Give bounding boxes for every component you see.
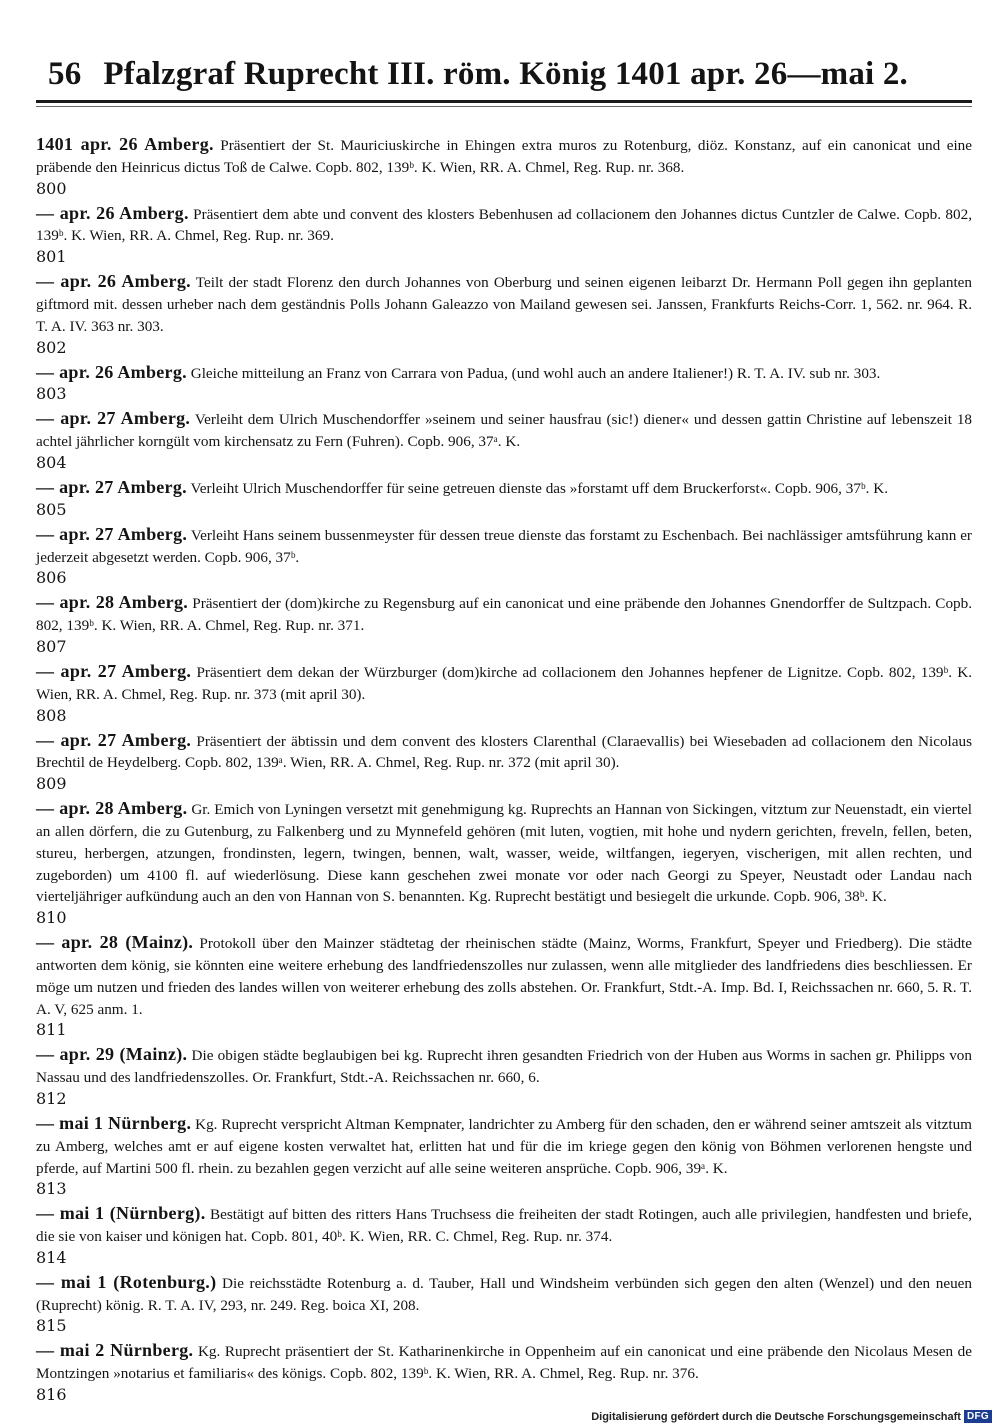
regest-entry: [36, 1044, 972, 1108]
entry-date-place: — apr. 26 Amberg.: [36, 361, 187, 382]
entry-text: Die reichsstädte Rotenburg a. d. Tauber, Hall und Windsheim verbünden sich gegen den alten (Wenzel) und den neuen (Ruprecht) könig. R. T. A. IV, 293, nr. 249. Reg. boica XI, 208.: [36, 1274, 973, 1314]
regest-entry: [36, 592, 972, 656]
regest-entry: [36, 1272, 972, 1336]
entry-date-place: 1401 apr. 26 Amberg.: [36, 134, 214, 154]
entry-date-place: — apr. 29 (Mainz).: [36, 1044, 188, 1065]
entry-date-place: — mai 1 Nürnberg.: [36, 1112, 192, 1133]
entry-text: Präsentiert dem abte und convent des klosters Bebenhusen ad collacionem den Johannes dictus Cuntzler de Calwe. Copb. 802, 139ᵇ. K. Wien, RR. A. Chmel, Reg. Rup. nr. 369.: [36, 205, 972, 245]
entry-number: 815: [36, 1316, 67, 1336]
entry-number: 809: [36, 774, 67, 794]
header-rule-thin: [36, 106, 972, 107]
regesta-list: [36, 134, 972, 1409]
regest-entry: [36, 1203, 972, 1267]
entry-text: Präsentiert der St. Mauriciuskirche in Ehingen extra muros zu Rotenburg, diöz. Konstanz, auf ein canonicat und eine präbende den Heinricus dictus Toß de Calwe. Copb. 802, 139ᵇ. K. Wien, RR. A. Chmel, Reg. Rup. nr. 368.: [36, 137, 972, 176]
regest-entry: [36, 798, 972, 927]
page-title: Pfalzgraf Ruprecht III. röm. König 1401 apr. 26—mai 2.: [103, 56, 909, 92]
entry-text: Präsentiert der äbtissin und dem convent des klosters Clarenthal (Claraevallis) bei Wiesebaden ad collacionem den Nicolaus Brechtil de Heydelberg. Copb. 802, 139ᵃ. Wien, RR. A. Chmel, Reg. Rup. nr. 372 (mit april 30).: [36, 732, 973, 772]
entry-date-place: — apr. 26 Amberg.: [36, 271, 191, 292]
regest-entry: [36, 1113, 972, 1198]
entry-text: Gr. Emich von Lyningen versetzt mit genehmigung kg. Ruprechts an Hannan von Sickingen, vitztum zur Neuenstadt, ein viertel an allen dörfern, die zu Gutenburg, zu Falkenberg und zu Mynnefeld gehören (mit luten, vogtien, mit hohe und nydern gerichten, freveln, fellen, beten, stureu, herbergen, atzungen, frondinsten, legern, twingen, bennen, walt, wasser, weide, wiltfangen, iegeryen, vischerigen, mit allen rechten, und zugeborden) um 4100 fl. auf wiederlösung. Diese kann geschehen zwei monate vor oder nach Georgi zu Speyer, Neustadt oder Landau nach vierteljähriger aufkündung auch an den von Hannan von S. benannten. Kg. Ruprecht bestätigt und besiegelt die urkunde. Copb. 906, 38ᵇ. K.: [36, 801, 973, 906]
entry-date-place: — apr. 27 Amberg.: [36, 408, 191, 429]
entry-date-place: — apr. 27 Amberg.: [36, 660, 192, 681]
regest-entry: [36, 203, 972, 267]
entry-number: 810: [36, 908, 67, 928]
regest-entry: [36, 271, 972, 356]
dfg-logo-icon: DFG: [964, 1410, 992, 1423]
regest-entry: [36, 661, 972, 725]
entry-number: 805: [36, 499, 67, 519]
regest-entry: [36, 1340, 972, 1404]
funding-note: Digitalisierung gefördert durch die Deutsche Forschungsgemeinschaft: [591, 1410, 961, 1423]
entry-number: 812: [36, 1088, 67, 1108]
entry-text: Verleiht Ulrich Muschendorffer für seine getreuen dienste das »forstamt uff dem Bruckerforst«. Copb. 906, 37ᵇ. K.: [190, 479, 888, 497]
entry-text: Kg. Ruprecht verspricht Altman Kempnater, landrichter zu Amberg für den schaden, den er während seiner amtszeit als vitztum zu Amberg, welches amt er auf eigene kosten verwaltet hat, erlitten hat und für die im kriege gegen den könig von Böhmen verlorenen hengste und pferde, auf Martini 500 fl. rhein. zu bezahlen gegen verzicht auf alle seine weiteren ansprüche. Copb. 906, 39ᵃ. K.: [36, 1115, 972, 1177]
entry-date-place: — apr. 27 Amberg.: [36, 476, 187, 497]
entry-date-place: — apr. 26 Amberg.: [36, 202, 189, 223]
regest-entry: [36, 524, 972, 588]
entry-text: Verleiht Hans seinem bussenmeyster für dessen treue dienste das forstamt zu Eschenbach. Bei nachlässiger amtsführung kann er jederzeit abgesetzt werden. Copb. 906, 37ᵇ.: [36, 526, 972, 566]
entry-date-place: — mai 2 Nürnberg.: [36, 1340, 194, 1361]
entry-date-place: — apr. 27 Amberg.: [36, 523, 188, 544]
entry-number: 814: [36, 1247, 67, 1267]
entry-text: Bestätigt auf bitten des ritters Hans Truchsess die freiheiten der stadt Rotingen, auch alle privilegien, handfesten und briefe, die sie von kaiser und königen hat. Copb. 801, 40ᵇ. K. Wien, RR. C. Chmel, Reg. Rup. nr. 374.: [36, 1206, 972, 1246]
page-number: 56: [48, 56, 82, 92]
entry-number: 808: [36, 705, 67, 725]
entry-text: Präsentiert dem dekan der Würzburger (dom)kirche ad collacionem den Johannes hepfener de Lignitze. Copb. 802, 139ᵇ. K. Wien, RR. A. Chmel, Reg. Rup. nr. 373 (mit april 30).: [36, 663, 973, 703]
entry-text: Präsentiert der (dom)kirche zu Regensburg auf ein canonicat und eine präbende den Johannes Gnendorffer de Sultzpach. Copb. 802, 139ᵇ. K. Wien, RR. A. Chmel, Reg. Rup. nr. 371.: [36, 595, 973, 635]
regest-entry: [36, 362, 972, 404]
entry-number: 803: [36, 384, 67, 404]
entry-number: 804: [36, 452, 67, 472]
entry-text: Gleiche mitteilung an Franz von Carrara von Padua, (und wohl auch an andere Italiener!) R. T. A. IV. sub nr. 303.: [190, 364, 881, 382]
entry-number: 801: [36, 247, 67, 267]
entry-date-place: — mai 1 (Rotenburg.): [36, 1271, 217, 1292]
entry-number: 807: [36, 636, 67, 656]
entry-number: 800: [36, 178, 67, 198]
entry-number: 811: [36, 1020, 67, 1040]
page-header: [48, 56, 958, 93]
regest-entry: [36, 134, 972, 198]
entry-text: Teilt der stadt Florenz den durch Johannes von Oberburg und seinen eigenen leibarzt Dr. Hermann Poll gegen ihn geplanten giftmord mit. dessen urheber nach dem geständnis Polls Johann Galeazzo von Mailand gewesen sei. Janssen, Frankfurts Reichs-Corr. 1, 562. nr. 964. R. T. A. IV. 363 nr. 303.: [36, 274, 972, 335]
regest-entry: [36, 932, 972, 1039]
regest-entry: [36, 477, 972, 519]
entry-number: 802: [36, 337, 67, 357]
entry-date-place: — apr. 28 (Mainz).: [36, 932, 194, 953]
entry-date-place: — apr. 28 Amberg.: [36, 798, 188, 819]
entry-number: 813: [36, 1179, 67, 1199]
footer-credit: [591, 1410, 992, 1423]
entry-date-place: — mai 1 (Nürnberg).: [36, 1203, 206, 1224]
entry-text: Die obigen städte beglaubigen bei kg. Ruprecht ihren gesandten Friedrich von der Huben aus Worms in sachen gr. Philipps von Nassau und des landfriedenszolles. Or. Frankfurt, Stdt.-A. Reichssachen nr. 660, 6.: [36, 1047, 972, 1087]
entry-date-place: — apr. 27 Amberg.: [36, 729, 192, 750]
entry-number: 816: [36, 1385, 67, 1405]
header-rule-thick: [36, 100, 972, 103]
entry-number: 806: [36, 568, 67, 588]
regest-entry: [36, 408, 972, 472]
entry-text: Protokoll über den Mainzer städtetag der rheinischen städte (Mainz, Worms, Frankfurt, Speyer und Friedberg). Die städte antworten dem könig, sie könnten eine weitere erhebung des landfriedenszolles nur zulassen, wenn alle mitglieder des landfriedens dies beschliessen. Er möge um nutzen und frieden des landes willen von weiterer erhebung des zolls abstehen. Or. Frankfurt, Stdt.-A. Imp. Bd. I, Reichssachen nr. 660, 5. R. T. A. V, 625 anm. 1.: [36, 935, 972, 1018]
entry-text: Kg. Ruprecht präsentiert der St. Katharinenkirche in Oppenheim auf ein canonicat und eine präbende den Nicolaus Mesen de Montzingen »notarius et familiaris« des königs. Copb. 802, 139ᵇ. K. Wien, RR. A. Chmel, Reg. Rup. nr. 376.: [36, 1343, 973, 1383]
regest-entry: [36, 730, 972, 794]
entry-date-place: — apr. 28 Amberg.: [36, 592, 189, 613]
entry-text: Verleiht dem Ulrich Muschendorffer »seinem und seiner hausfrau (sic!) diener« und dessen gattin Christine auf lebenszeit 18 achtel jährlicher korngült vom kirchensatz zu Fern (Fuhren). Copb. 906, 37ᵃ. K.: [36, 411, 973, 451]
